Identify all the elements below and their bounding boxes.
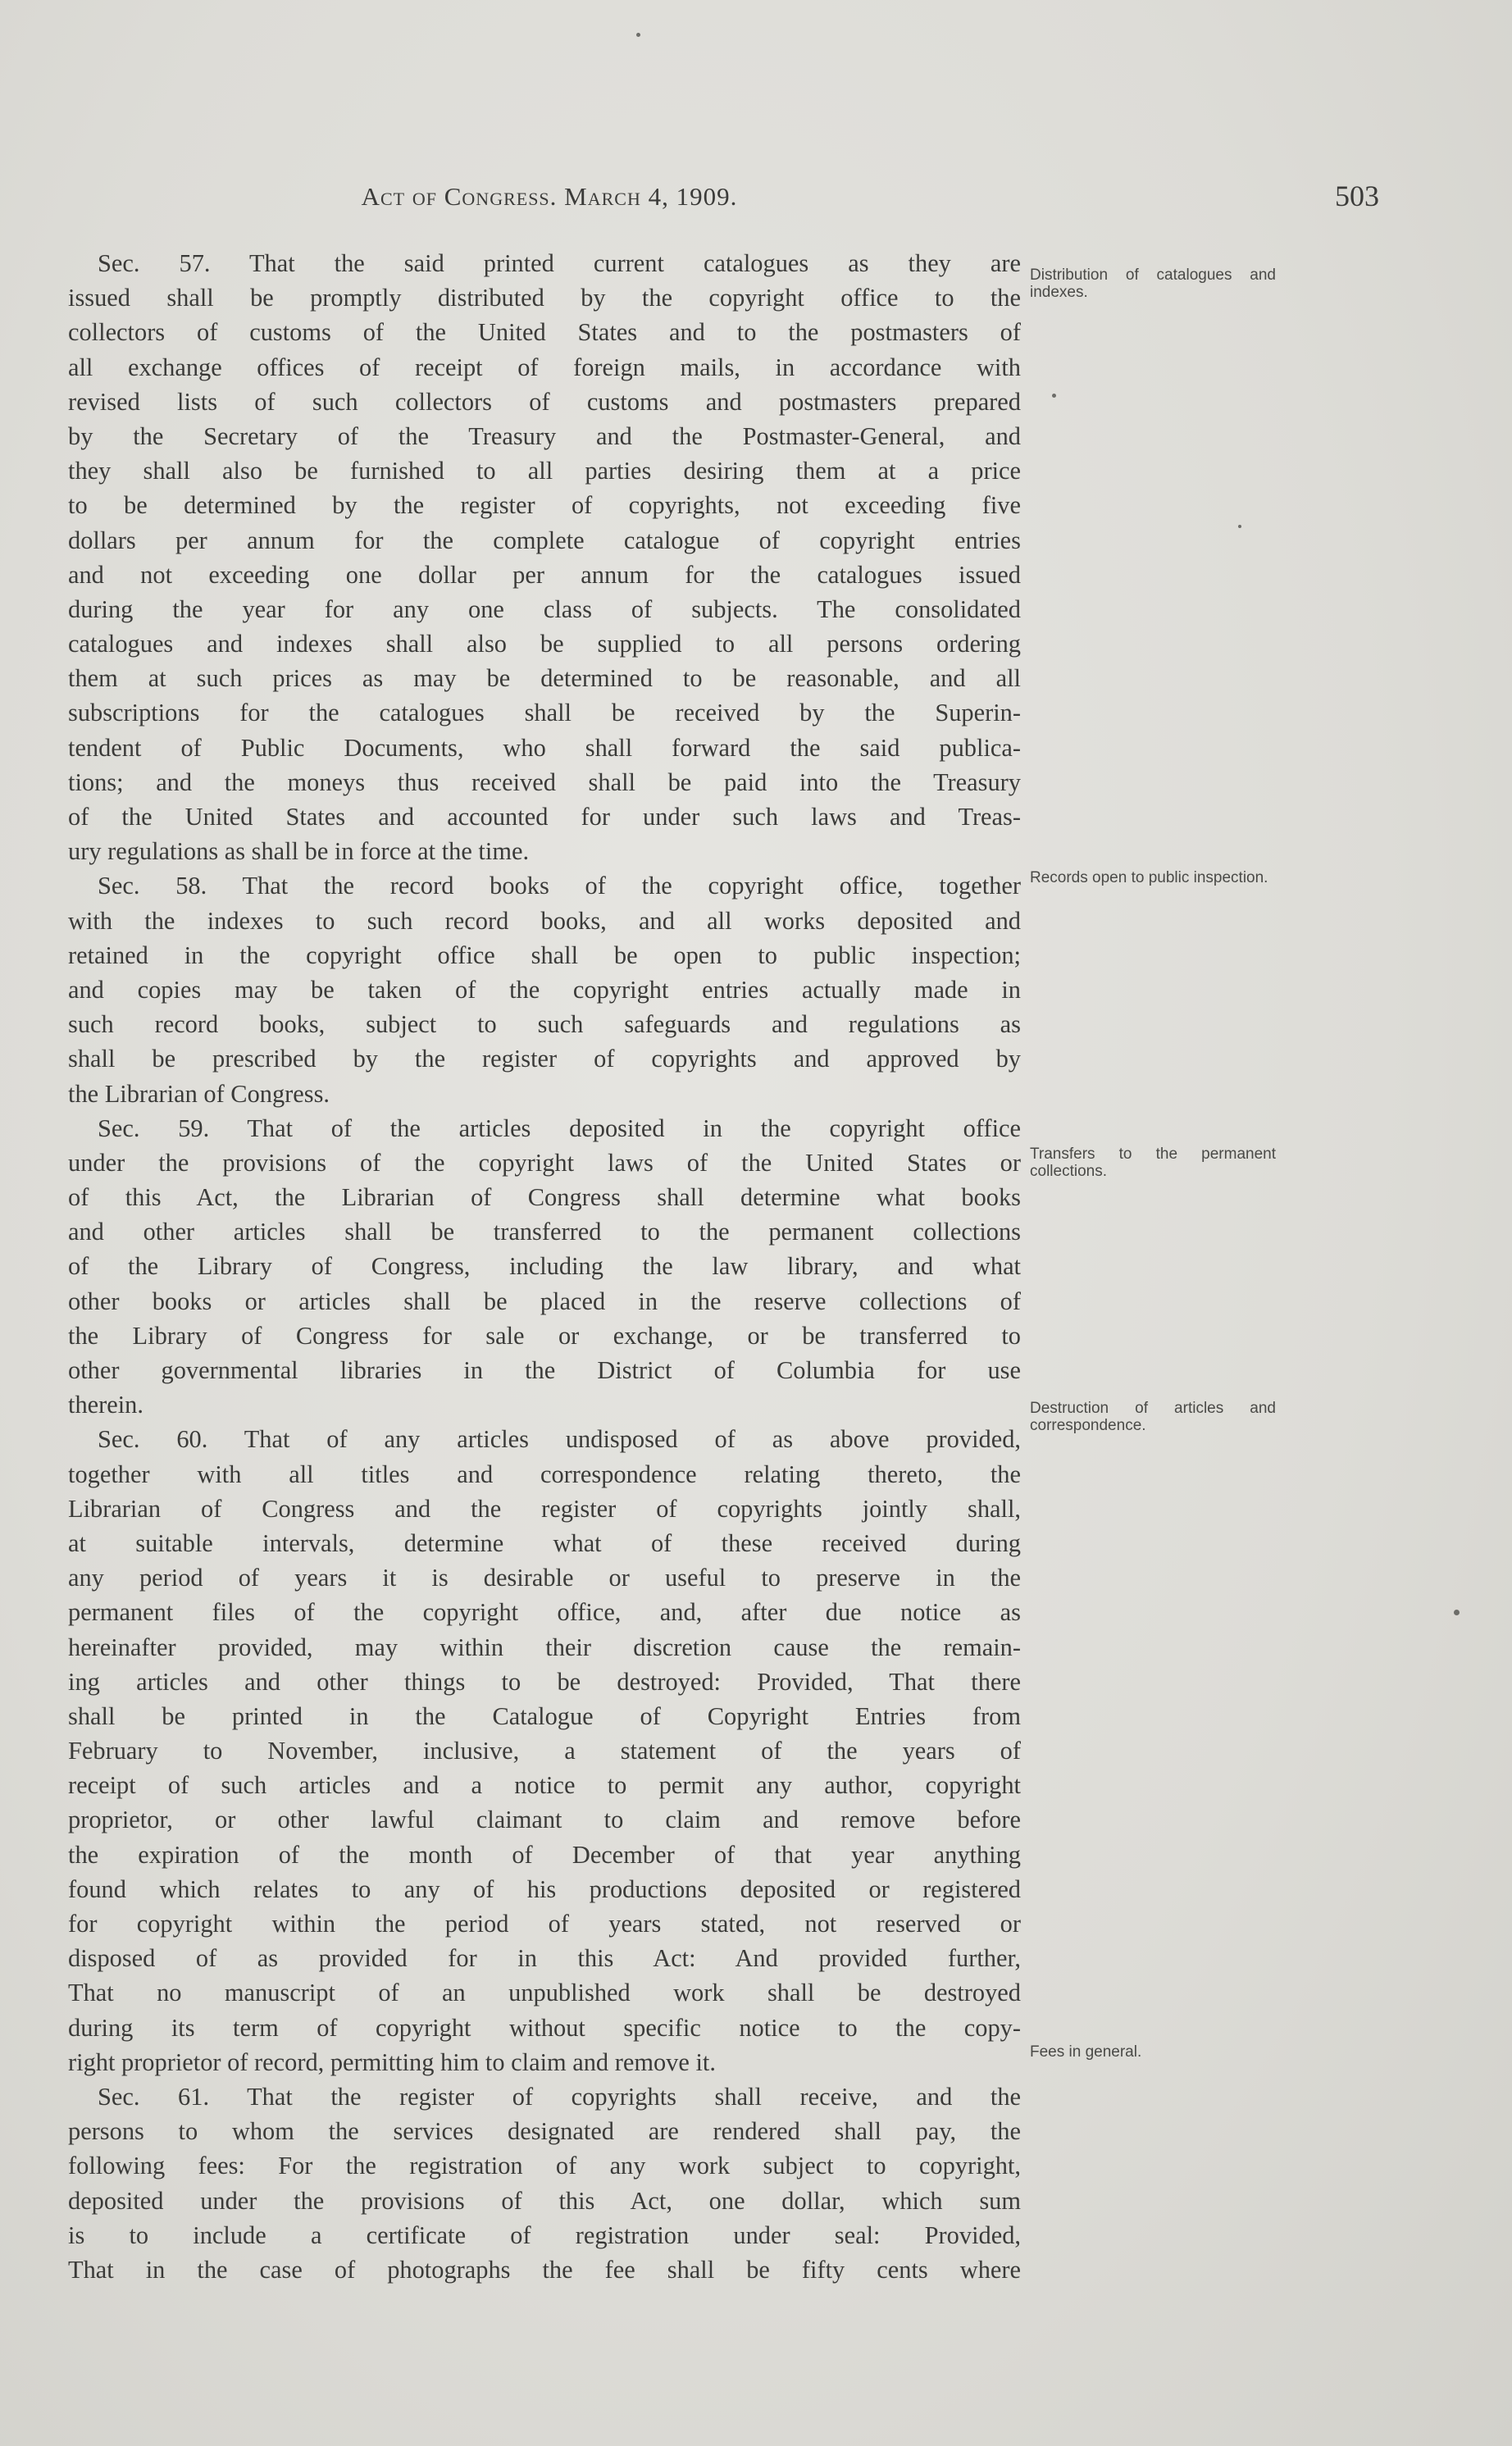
text-line: during its term of copyright without specific notice to the copy- xyxy=(68,2013,1021,2042)
body-text xyxy=(68,246,1021,2287)
sidenote-destruction: Destruction of articles and correspondence. xyxy=(1030,1400,1276,1434)
text-line: therein. xyxy=(68,1391,143,1419)
text-line: Librarian of Congress and the register of copyrights jointly shall, xyxy=(68,1494,1021,1523)
text-line: and copies may be taken of the copyright entries actually made in xyxy=(68,975,1021,1004)
text-line: found which relates to any of his productions deposited or registered xyxy=(68,1874,1021,1903)
text-line: to be determined by the register of copyrights, not exceeding five xyxy=(68,491,1021,520)
text-line: Sec. 61. That the register of copyrights shall receive, and the xyxy=(98,2082,1021,2111)
text-line: together with all titles and correspondence relating thereto, the xyxy=(68,1460,1021,1488)
text-line: during the year for any one class of subjects. The consolidated xyxy=(68,594,1021,623)
text-line: retained in the copyright office shall be open to public inspection; xyxy=(68,941,1021,969)
paper-speck xyxy=(636,33,640,37)
text-line: deposited under the provisions of this Act, one dollar, which sum xyxy=(68,2186,1021,2215)
text-line: dollars per annum for the complete catalogue of copyright entries xyxy=(68,526,1021,554)
text-line: tendent of Public Documents, who shall forward the said publica- xyxy=(68,733,1021,762)
sidenote-transfers: Transfers to the permanent collections. xyxy=(1030,1146,1276,1180)
text-line: the Librarian of Congress. xyxy=(68,1079,330,1108)
text-line: the Library of Congress for sale or exchange, or be transferred to xyxy=(68,1321,1021,1350)
text-line: at suitable intervals, determine what of these received during xyxy=(68,1528,1021,1557)
text-line: collectors of customs of the United States and to the postmasters of xyxy=(68,318,1021,347)
text-line: for copyright within the period of years stated, not reserved or xyxy=(68,1910,1021,1938)
text-line: Sec. 57. That the said printed current catalogues as they are xyxy=(98,249,1021,277)
text-line: other governmental libraries in the District of Columbia for use xyxy=(68,1356,1021,1384)
text-line: other books or articles shall be placed in the reserve collections of xyxy=(68,1287,1021,1315)
text-line: proprietor, or other lawful claimant to claim and remove before xyxy=(68,1806,1021,1834)
text-line: Sec. 59. That of the articles deposited in the copyright office xyxy=(98,1114,1021,1142)
text-line: of the United States and accounted for under such laws and Treas- xyxy=(68,803,1021,831)
text-line: Sec. 58. That the record books of the copyright office, together xyxy=(98,872,1021,900)
text-line: ury regulations as shall be in force at the time. xyxy=(68,837,530,866)
paper-speck xyxy=(1454,1610,1460,1615)
text-line: issued shall be promptly distributed by the copyright office to the xyxy=(68,284,1021,312)
text-line: catalogues and indexes shall also be supplied to all persons ordering xyxy=(68,630,1021,658)
sidenote-fees: Fees in general. xyxy=(1030,2043,1142,2061)
text-line: and other articles shall be transferred to the permanent collections xyxy=(68,1218,1021,1246)
sidenote-distribution: Distribution of catalogues and indexes. xyxy=(1030,266,1276,301)
text-line: such record books, subject to such safeguards and regulations as xyxy=(68,1010,1021,1039)
text-line: they shall also be furnished to all parties desiring them at a price xyxy=(68,457,1021,485)
text-line: persons to whom the services designated are rendered shall pay, the xyxy=(68,2117,1021,2146)
paper-speck xyxy=(1238,525,1241,528)
text-line: of the Library of Congress, including the law library, and what xyxy=(68,1252,1021,1281)
text-line: under the provisions of the copyright laws of the United States or xyxy=(68,1148,1021,1177)
text-line: all exchange offices of receipt of foreign mails, in accordance with xyxy=(68,353,1021,381)
page-number: 503 xyxy=(1335,180,1379,212)
text-line: That no manuscript of an unpublished work shall be destroyed xyxy=(68,1979,1021,2007)
running-title: Act of Congress. March 4, 1909. xyxy=(361,182,738,211)
text-line: them at such prices as may be determined to be reasonable, and all xyxy=(68,664,1021,693)
text-line: shall be prescribed by the register of copyrights and approved by xyxy=(68,1045,1021,1073)
text-line: the expiration of the month of December of that year anything xyxy=(68,1840,1021,1869)
text-line: revised lists of such collectors of customs and postmasters prepared xyxy=(68,387,1021,416)
text-line: shall be printed in the Catalogue of Copyright Entries from xyxy=(68,1701,1021,1730)
text-line: subscriptions for the catalogues shall be received by the Superin- xyxy=(68,699,1021,727)
text-line: and not exceeding one dollar per annum for the catalogues issued xyxy=(68,560,1021,589)
text-line: February to November, inclusive, a statement of the years of xyxy=(68,1737,1021,1765)
text-line: right proprietor of record, permitting him to claim and remove it. xyxy=(68,2047,716,2076)
text-line: with the indexes to such record books, and all works deposited and xyxy=(68,906,1021,935)
text-line: receipt of such articles and a notice to permit any author, copyright xyxy=(68,1771,1021,1800)
sidenote-records: Records open to public inspection. xyxy=(1030,869,1268,886)
text-line: permanent files of the copyright office, and, after due notice as xyxy=(68,1598,1021,1627)
paper-speck xyxy=(1052,394,1056,398)
text-line: tions; and the moneys thus received shall be paid into the Treasury xyxy=(68,768,1021,796)
text-line: of this Act, the Librarian of Congress shall determine what books xyxy=(68,1183,1021,1212)
text-line: by the Secretary of the Treasury and the Postmaster-General, and xyxy=(68,421,1021,450)
text-line: following fees: For the registration of any work subject to copyright, xyxy=(68,2152,1021,2180)
text-line: disposed of as provided for in this Act: And provided further, xyxy=(68,1944,1021,1973)
text-line: is to include a certificate of registration under seal: Provided, xyxy=(68,2221,1021,2249)
text-line: any period of years it is desirable or useful to preserve in the xyxy=(68,1564,1021,1592)
text-line: That in the case of photographs the fee shall be fifty cents where xyxy=(68,2255,1021,2284)
text-line: Sec. 60. That of any articles undisposed of as above provided, xyxy=(98,1425,1021,1454)
text-line: ing articles and other things to be destroyed: Provided, That there xyxy=(68,1667,1021,1696)
text-line: hereinafter provided, may within their discretion cause the remain- xyxy=(68,1633,1021,1661)
